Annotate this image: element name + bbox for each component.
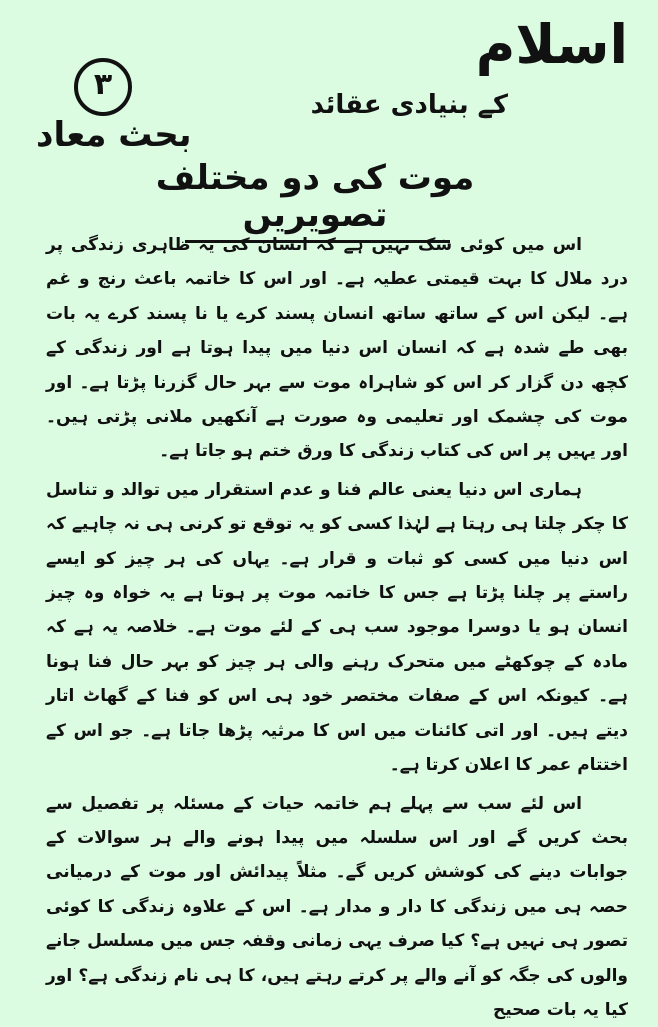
section-title: بحث معاد [36, 118, 192, 152]
paragraph-3 [46, 787, 628, 1027]
paragraph-2-text: ہماری اس دنیا یعنی عالم فنا و عدم استقرار میں توالد و تناسل کا چکر چلتا ہی رہتا ہے لہٰذا کسی کو یہ توقع تو کرنی ہی نہ چاہیے کہ اس دنیا میں کسی کو ثبات و قرار ہے۔ یہاں کی ہر چیز کو ایسے راستے پر چلنا پڑتا ہے جس کا خاتمہ موت پر ہوتا ہے یہ خواہ وہ چیز انسان ہو یا دوسرا موجود سب ہی کے لئے موت ہے۔ خلاصہ یہ ہے کہ مادہ کے چوکھٹے میں متحرک رہنے والی ہر چیز کو بہر حال فنا ہونا ہے۔ کیونکہ اس کے صفات مختصر خود ہی اس کو فنا کے گھاٹ اتار دیتے ہیں۔ اور اتی کائنات میں اس کا مرثیہ پڑھا جاتا ہے۔ جو اس کے اختتام عمر کا اعلان کرتا ہے۔ [46, 480, 628, 775]
paragraph-3-text: اس لئے سب سے پہلے ہم خاتمہ حیات کے مسئلہ پر تفصیل سے بحث کریں گے اور اس سلسلہ میں پیدا ہونے والے ہر سوالات کے جوابات دینے کی کوشش کریں گے۔ مثلاً پیدائش اور موت کے درمیانی حصہ ہی میں زندگی کا دار و مدار ہے۔ اس کے علاوہ زندگی کا کوئی تصور ہی نہیں ہے؟ کیا صرف یہی زمانی وقفہ جس میں مسلسل جانے والوں کی جگہ کو آنے والے پر کرتے رہتے ہیں، کا ہی نام زندگی ہے؟ اور کیا یہ بات صحیح [46, 794, 628, 1020]
article-body [46, 228, 628, 1027]
volume-number-badge [74, 58, 132, 116]
article-title-text: موت کی دو مختلف تصویریں [156, 158, 475, 235]
series-subtitle: کے بنیادی عقائد [311, 92, 508, 118]
paragraph-1 [46, 228, 628, 469]
paragraph-1-text: اس میں کوئی شک نہیں ہے کہ انسان کی یہ ظاہری زندگی پر درد ملال کا بہت قیمتی عطیہ ہے۔ اور اس کا خاتمہ باعث رنج و غم ہے۔ لیکن اس کے ساتھ ساتھ انسان پسند کرے یا نا پسند کرے یہ بات بھی طے شدہ ہے کہ انسان اس دنیا میں پیدا ہوتا ہے اور زندگی کے کچھ دن گزار کر اس کو شاہراہ موت سے بہر حال گزرنا پڑتا ہے۔ اور موت کی چشمک اور تعلیمی وہ صورت ہے آنکھیں ملانی پڑتی ہیں۔ اور یہیں پر اس کی کتاب زندگی کا ورق ختم ہو جاتا ہے۔ [46, 235, 628, 461]
article-title [150, 160, 480, 235]
series-title: اسلام [476, 18, 628, 72]
volume-number: ۳ [94, 70, 112, 100]
paragraph-2 [46, 473, 628, 783]
